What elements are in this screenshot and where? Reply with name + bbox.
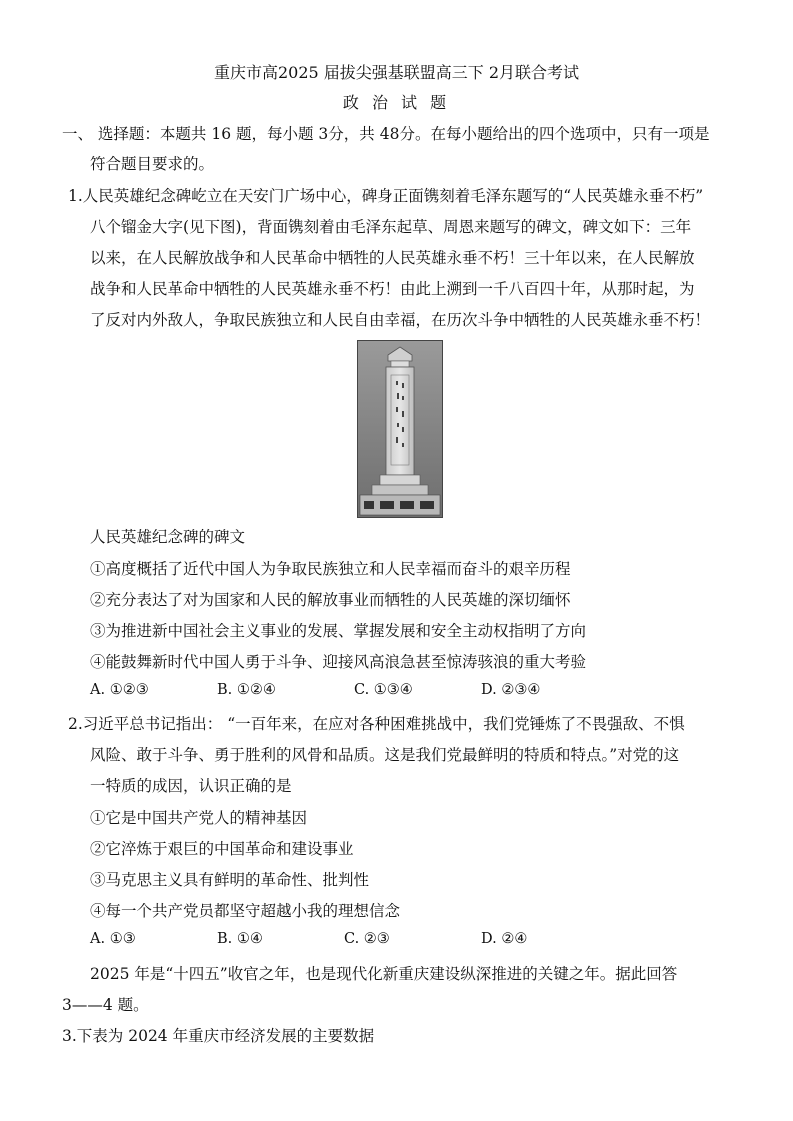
q1-statement: ③为推进新中国社会主义事业的发展、掌握发展和安全主动权指明了方向 [90, 622, 587, 640]
question-3: 3.下表为 2024 年重庆市经济发展的主要数据 [62, 1027, 375, 1045]
q1-line: 八个镏金大字(见下图)，背面镌刻着由毛泽东起草、周恩来题写的碑文，碑文如下：三年 [90, 218, 692, 236]
option-a: A. ①③ [90, 931, 136, 947]
q2-statement: ①它是中国共产党人的精神基因 [90, 809, 308, 827]
group-intro-cont: 3——4 题。 [62, 996, 149, 1014]
section-instruction-cont: 符合题目要求的。 [90, 155, 215, 173]
q2-statement: ③马克思主义具有鲜明的革命性、批判性 [90, 871, 370, 889]
q2-statement: ②它淬炼于艰巨的中国革命和建设事业 [90, 840, 354, 858]
q2-statement: ④每一个共产党员都坚守超越小我的理想信念 [90, 902, 401, 920]
q2-line: 2.习近平总书记指出： “一百年来，在应对各种困难挑战中，我们党锤炼了不畏强敌、不惧 [68, 715, 685, 733]
q1-line: 以来，在人民解放战争和人民革命中牺牲的人民英雄永垂不朽！三十年以来，在人民解放 [90, 249, 695, 267]
q1-statement: ①高度概括了近代中国人为争取民族独立和人民幸福而奋斗的艰辛历程 [90, 560, 571, 578]
q1-line: 了反对内外敌人，争取民族独立和人民自由幸福，在历次斗争中牺牲的人民英雄永垂不朽！ [90, 311, 711, 329]
option-b: B. ①④ [217, 931, 263, 947]
option-a: A. ①②③ [90, 682, 149, 698]
option-d: D. ②④ [481, 931, 528, 947]
q1-line: 战争和人民革命中牺牲的人民英雄永垂不朽！由此上溯到一千八百四十年，从那时起，为 [90, 280, 695, 298]
q1-line: 1.人民英雄纪念碑屹立在天安门广场中心，碑身正面镌刻着毛泽东题写的“人民英雄永垂不朽” [68, 187, 704, 205]
exam-title: 重庆市高2025 届拔尖强基联盟高三下 2月联合考试 [213, 63, 580, 82]
option-b: B. ①②④ [217, 682, 276, 698]
q1-statement: ②充分表达了对为国家和人民的解放事业而牺牲的人民英雄的深切缅怀 [90, 591, 571, 609]
section-instruction: 一、 选择题：本题共 16 题，每小题 3分，共 48分。在每小题给出的四个选项中，只有一项是 [62, 125, 710, 143]
option-d: D. ②③④ [481, 682, 541, 698]
q1-stem: 人民英雄纪念碑的碑文 [90, 528, 246, 546]
q1-statement: ④能鼓舞新时代中国人勇于斗争、迎接风高浪急甚至惊涛骇浪的重大考验 [90, 653, 587, 671]
q2-line: 风险、敢于斗争、勇于胜利的风骨和品质。这是我们党最鲜明的特质和特点。”对党的这 [90, 746, 680, 764]
group-intro: 2025 年是“十四五”收官之年，也是现代化新重庆建设纵深推进的关键之年。据此回答 [90, 965, 678, 983]
option-c: C. ②③ [344, 931, 390, 947]
q2-options [90, 931, 527, 947]
q1-options [90, 682, 540, 698]
q2-line: 一特质的成因，认识正确的是 [90, 777, 292, 795]
option-c: C. ①③④ [354, 682, 413, 698]
monument-photo [357, 340, 443, 518]
exam-subject: 政 治 试 题 [342, 93, 451, 112]
